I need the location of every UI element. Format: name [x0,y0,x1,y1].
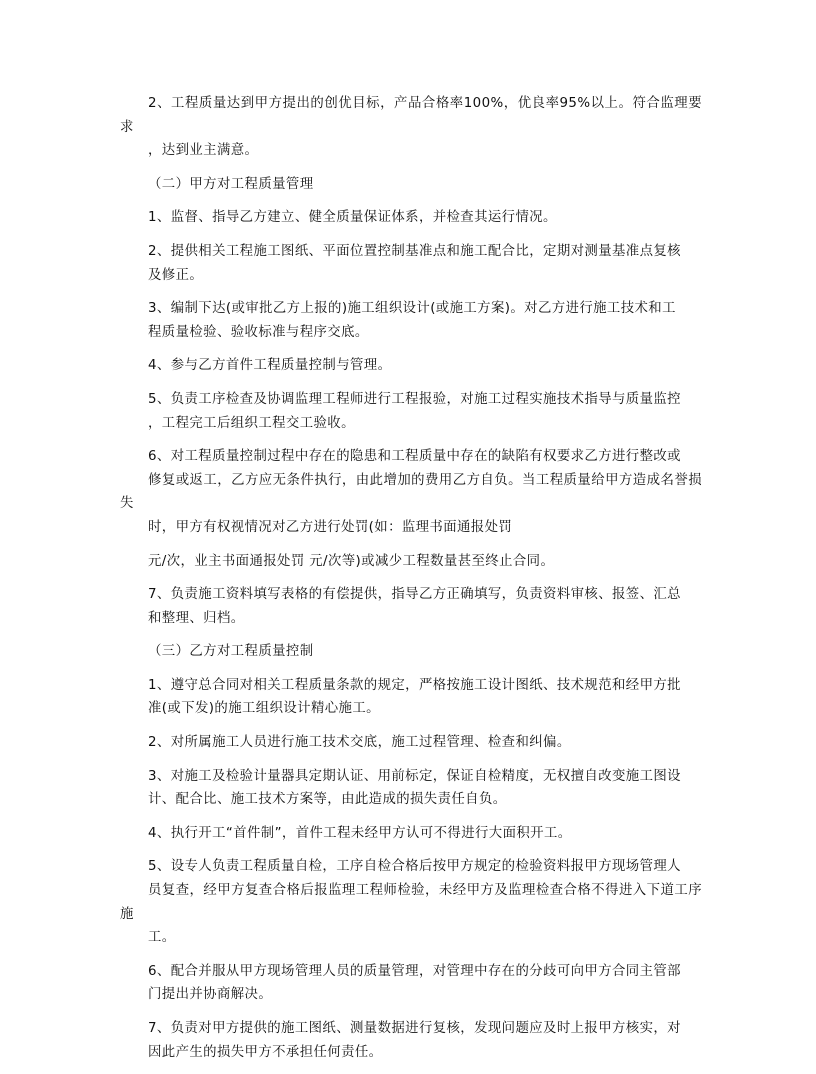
section-heading-party-a: （二）甲方对工程质量管理 [148,176,314,192]
paragraph-b2: 2、对所属施工人员进行施工技术交底，施工过程管理、检查和纠偏。 [148,735,571,751]
paragraph-a2: 2、提供相关工程施工图纸、平面位置控制基准点和施工配合比，定期对测量基准点复核 及修正。 [148,243,681,283]
paragraph-b7: 7、负责对甲方提供的施工图纸、测量数据进行复核，发现问题应及时上报甲方核实，对 因此产生的损失甲方不承担任何责任。 [148,1021,681,1060]
paragraph-a4: 4、参与乙方首件工程质量控制与管理。 [148,358,392,374]
paragraph-a5: 5、负责工序检查及协调监理工程师进行工程报验，对施工过程实施技术指导与质量监控 ，工程完工后组织工程交工验收。 [148,391,681,431]
paragraph-b1: 1、遵守总合同对相关工程质量条款的规定，严格按施工设计图纸、技术规范和经甲方批 准(或下发)的施工组织设计精心施工。 [148,677,681,717]
paragraph-b3: 3、对施工及检验计量器具定期认证、用前标定，保证自检精度，无权擅自改变施工图设 计、配合比、施工技术方案等，由此造成的损失责任自负。 [148,768,681,808]
paragraph-a6: 6、对工程质量控制过程中存在的隐患和工程质量中存在的缺陷有权要求乙方进行整改或 修复或返工，乙方应无条件执行，由此增加的费用乙方自负。当工程质量给甲方造成名誉损失 时，甲方有权视情况对乙方进行处罚(如：监理书面通报处罚 [120,449,702,535]
paragraph-a1: 1、监督、指导乙方建立、健全质量保证体系，并检查其运行情况。 [148,210,557,226]
section-heading-party-b: （三）乙方对工程质量控制 [148,644,314,660]
paragraph-b4: 4、执行开工“首件制”，首件工程未经甲方认可不得进行大面积开工。 [148,825,572,841]
paragraph-quality-target: 2、工程质量达到甲方提出的创优目标，产品合格率100%，优良率95%以上。符合监理要求 ，达到业主满意。 [120,96,702,159]
paragraph-a7: 7、负责施工资料填写表格的有偿提供，指导乙方正确填写，负责资料审核、报签、汇总 和整理、归档。 [148,587,681,626]
document-page [120,92,702,1074]
paragraph-a6-continued: 元/次，业主书面通报处罚 元/次等)或减少工程数量甚至终止合同。 [148,553,555,569]
paragraph-b5: 5、设专人负责工程质量自检，工序自检合格后按甲方规定的检验资料报甲方现场管理人 员复查，经甲方复查合格后报监理工程师检验，未经甲方及监理检查合格不得进入下道工序施 工。 [120,859,702,946]
paragraph-a3: 3、编制下达(或审批乙方上报的)施工组织设计(或施工方案)。对乙方进行施工技术和工 程质量检验、验收标准与程序交底。 [148,301,676,340]
paragraph-b6: 6、配合并服从甲方现场管理人员的质量管理，对管理中存在的分歧可向甲方合同主管部 门提出并协商解决。 [148,963,681,1003]
